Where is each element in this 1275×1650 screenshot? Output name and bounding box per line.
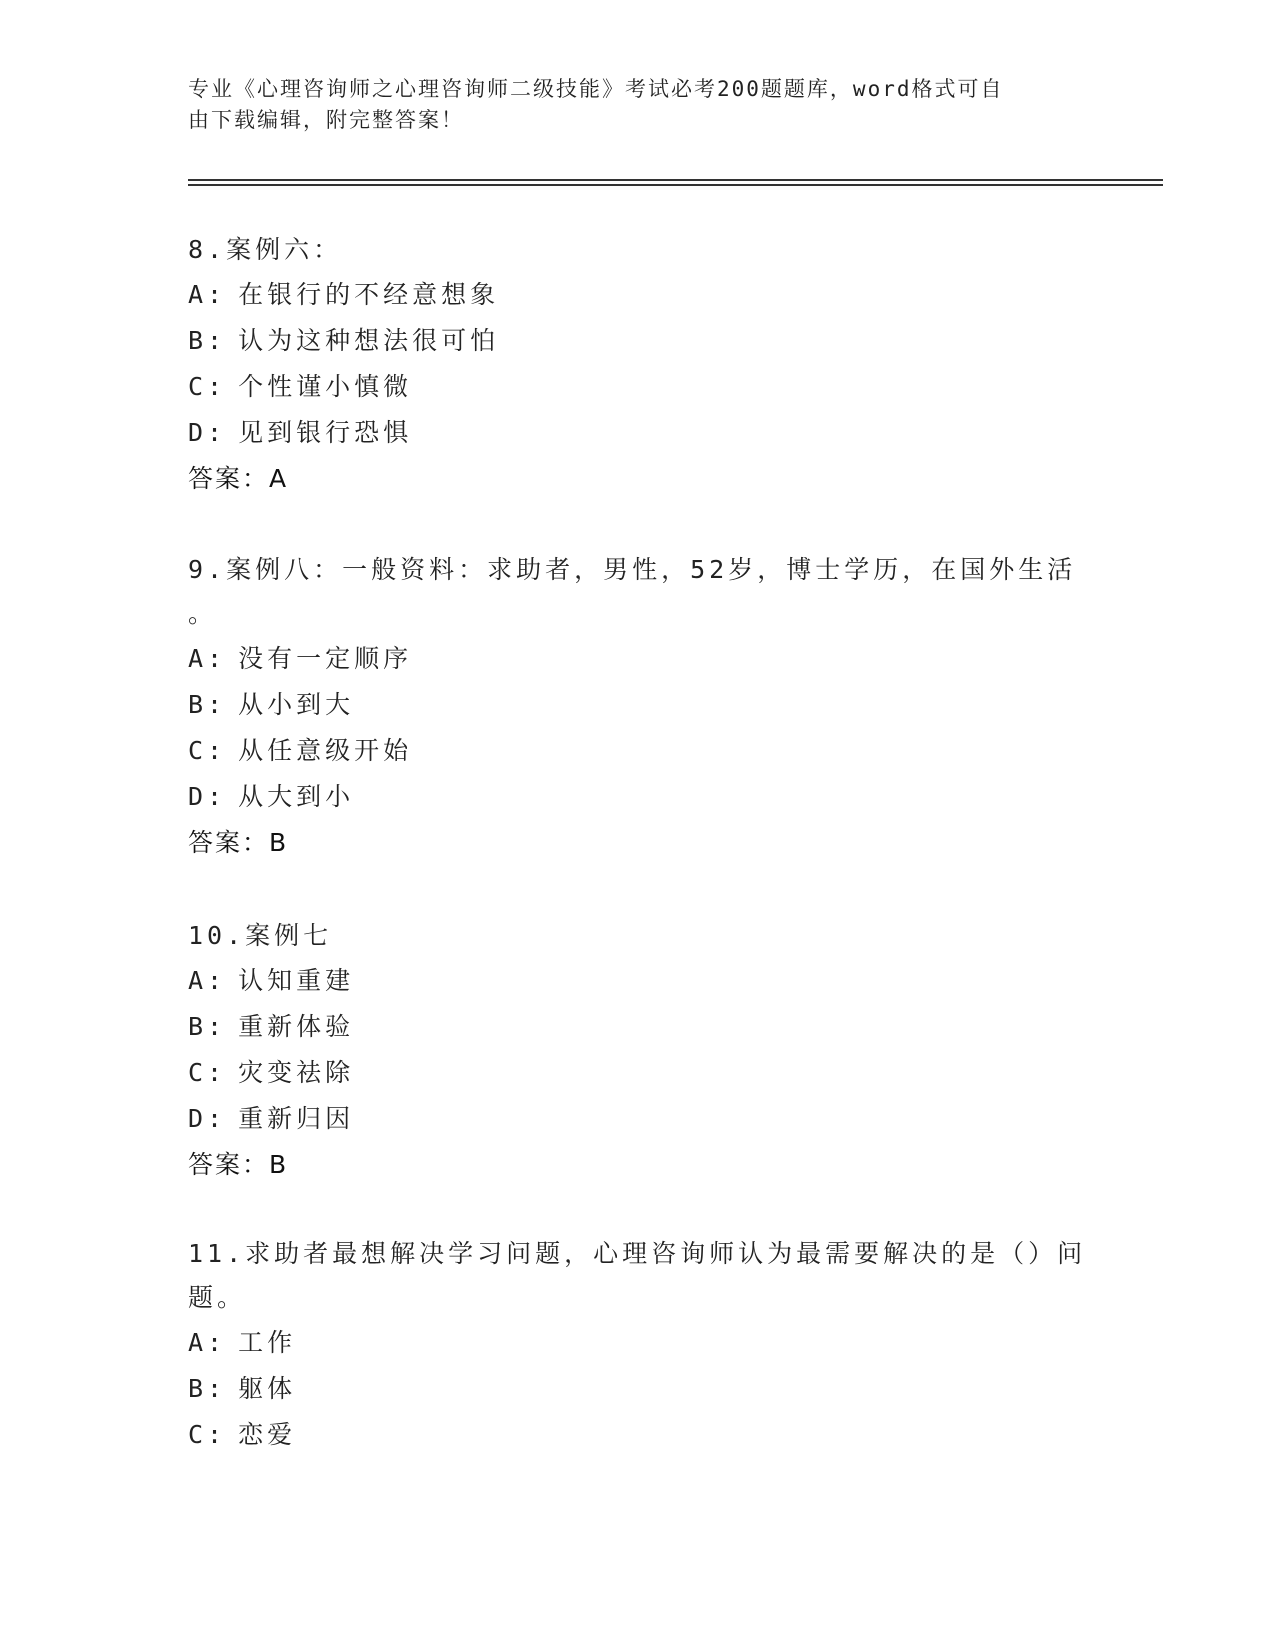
header-line-2: 由下载编辑，附完整答案！ [188,108,464,132]
option-letter: B: [188,326,227,355]
question-stem: 11.求助者最想解决学习问题，心理咨询师认为最需要解决的是（）问 [188,1239,1087,1268]
question-9 [188,548,1088,866]
header-divider-bottom [188,184,1163,186]
option-d [188,1096,1088,1142]
option-d [188,410,1088,456]
option-b [188,682,1088,728]
question-stem: 10.案例七 [188,921,333,950]
option-text: 工作 [238,1328,297,1357]
option-text: 认为这种想法很可怕 [238,326,500,355]
option-letter: A: [188,280,227,309]
answer-label: 答案：B [188,1150,289,1179]
question-8 [188,228,1088,502]
header-divider-top [188,179,1163,181]
option-c [188,364,1088,410]
option-letter: B: [188,1374,227,1403]
option-c [188,728,1088,774]
answer-label: 答案：A [188,464,289,493]
option-letter: C: [188,736,227,765]
option-a [188,958,1088,1004]
option-letter: D: [188,782,227,811]
document-header [188,74,1068,136]
question-stem: 9.案例八：一般资料：求助者，男性，52岁，博士学历，在国外生活 [188,555,1077,584]
option-text: 从小到大 [238,690,355,719]
option-text: 灾变祛除 [238,1058,355,1087]
option-letter: B: [188,1012,227,1041]
option-c [188,1412,1088,1458]
option-text: 从大到小 [238,782,355,811]
question-11 [188,1232,1088,1458]
option-text: 从任意级开始 [238,736,413,765]
option-letter: D: [188,1104,227,1133]
option-letter: A: [188,1328,227,1357]
option-b [188,318,1088,364]
question-stem-continued: 题。 [188,1283,247,1312]
option-text: 个性谨小慎微 [238,372,413,401]
option-b [188,1004,1088,1050]
option-a [188,636,1088,682]
option-letter: C: [188,1420,227,1449]
option-text: 重新归因 [238,1104,355,1133]
question-stem: 8.案例六： [188,235,343,264]
option-text: 重新体验 [238,1012,355,1041]
option-d [188,774,1088,820]
option-text: 躯体 [238,1374,297,1403]
question-stem-continued: 。 [188,599,218,628]
option-letter: C: [188,1058,227,1087]
question-10 [188,914,1088,1188]
option-b [188,1366,1088,1412]
option-c [188,1050,1088,1096]
option-text: 见到银行恐惧 [238,418,413,447]
option-letter: C: [188,372,227,401]
option-a [188,1320,1088,1366]
answer-label: 答案：B [188,828,289,857]
option-a [188,272,1088,318]
option-letter: A: [188,644,227,673]
option-letter: A: [188,966,227,995]
header-line-1: 专业《心理咨询师之心理咨询师二级技能》考试必考200题题库，word格式可自 [188,77,1004,101]
option-letter: D: [188,418,227,447]
option-text: 恋爱 [238,1420,297,1449]
option-text: 没有一定顺序 [238,644,413,673]
option-text: 在银行的不经意想象 [238,280,500,309]
option-text: 认知重建 [238,966,355,995]
option-letter: B: [188,690,227,719]
